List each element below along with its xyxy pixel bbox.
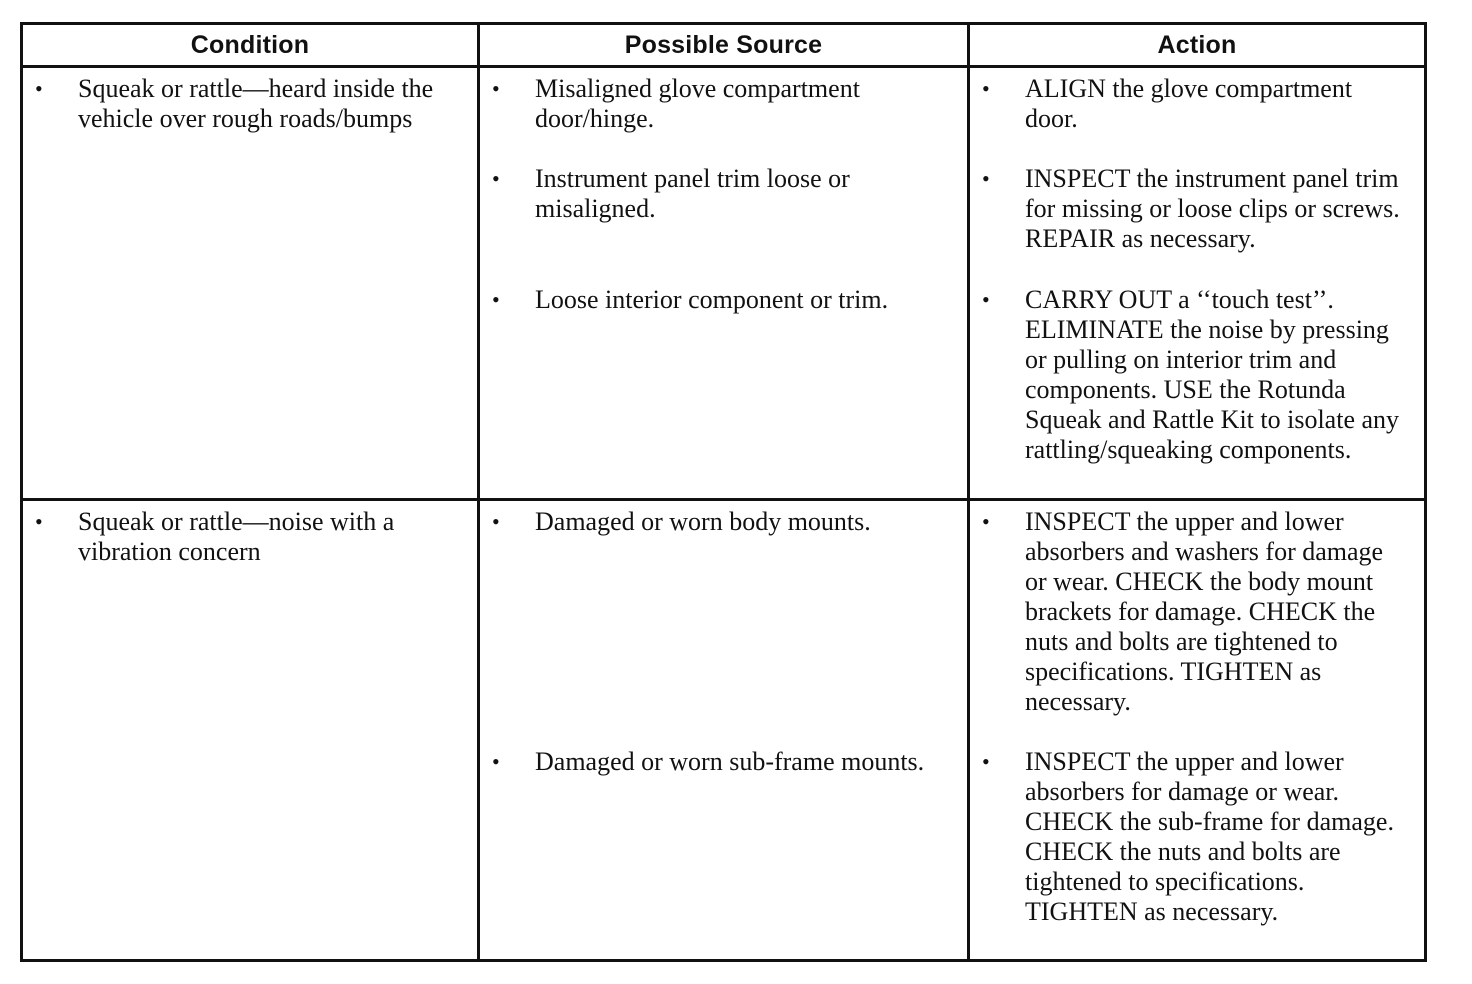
source-entry: [480, 74, 967, 134]
source-cell: [479, 500, 969, 961]
action-entry: [970, 285, 1424, 465]
source-entry: [480, 285, 967, 315]
header-condition: Condition: [22, 24, 479, 67]
bullet-icon: •: [492, 749, 500, 774]
header-possible-source: Possible Source: [479, 24, 969, 67]
header-row: [22, 24, 1426, 67]
bullet-icon: •: [492, 166, 500, 191]
condition-text: Squeak or rattle—heard inside the vehicle over rough roads/bumps: [78, 74, 434, 133]
action-text: INSPECT the upper and lower absorbers and washers for damage or wear. CHECK the body mount brackets for damage. CHECK the nuts and bolts are tightened to specifications. TIGHTEN as necessary.: [1025, 507, 1384, 716]
source-entry: [480, 747, 967, 777]
action-text: INSPECT the upper and lower absorbers for damage or wear. CHECK the sub-frame for damage. CHECK the nuts and bolts are tightened to specifications. TIGHTEN as necessary.: [1025, 747, 1394, 926]
action-entry: [970, 164, 1424, 254]
bullet-icon: •: [982, 166, 990, 191]
bullet-icon: •: [982, 509, 990, 534]
source-text: Instrument panel trim loose or misaligned.: [535, 164, 850, 223]
bullet-icon: •: [492, 509, 500, 534]
action-text: INSPECT the instrument panel trim for missing or loose clips or screws. REPAIR as necessary.: [1025, 164, 1400, 253]
source-text: Loose interior component or trim.: [535, 285, 889, 314]
action-cell: [969, 67, 1426, 500]
action-entry: [970, 747, 1424, 927]
source-text: Damaged or worn sub-frame mounts.: [535, 747, 925, 776]
bullet-icon: •: [492, 287, 500, 312]
action-entry: [970, 507, 1424, 717]
header-action: Action: [969, 24, 1426, 67]
table-row: [22, 500, 1426, 961]
source-text: Damaged or worn body mounts.: [535, 507, 871, 536]
action-cell: [969, 500, 1426, 961]
source-entry: [480, 507, 967, 537]
condition-entry: [23, 74, 477, 134]
source-text: Misaligned glove compartment door/hinge.: [535, 74, 860, 133]
bullet-icon: •: [982, 76, 990, 101]
action-entry: [970, 74, 1424, 134]
source-cell: [479, 67, 969, 500]
source-entry: [480, 164, 967, 224]
condition-entry: [23, 507, 477, 567]
bullet-icon: •: [35, 76, 43, 101]
bullet-icon: •: [982, 287, 990, 312]
bullet-icon: •: [982, 749, 990, 774]
condition-cell: [22, 67, 479, 500]
table-row: [22, 67, 1426, 500]
condition-cell: [22, 500, 479, 961]
action-text: CARRY OUT a ‘‘touch test’’. ELIMINATE the noise by pressing or pulling on interior trim and components. USE the Rotunda Squeak and Rattle Kit to isolate any rattling/squeaking components.: [1025, 285, 1400, 464]
action-text: ALIGN the glove compartment door.: [1025, 74, 1353, 133]
diagnosis-table: [20, 22, 1427, 962]
condition-text: Squeak or rattle—noise with a vibration concern: [78, 507, 395, 566]
bullet-icon: •: [35, 509, 43, 534]
bullet-icon: •: [492, 76, 500, 101]
